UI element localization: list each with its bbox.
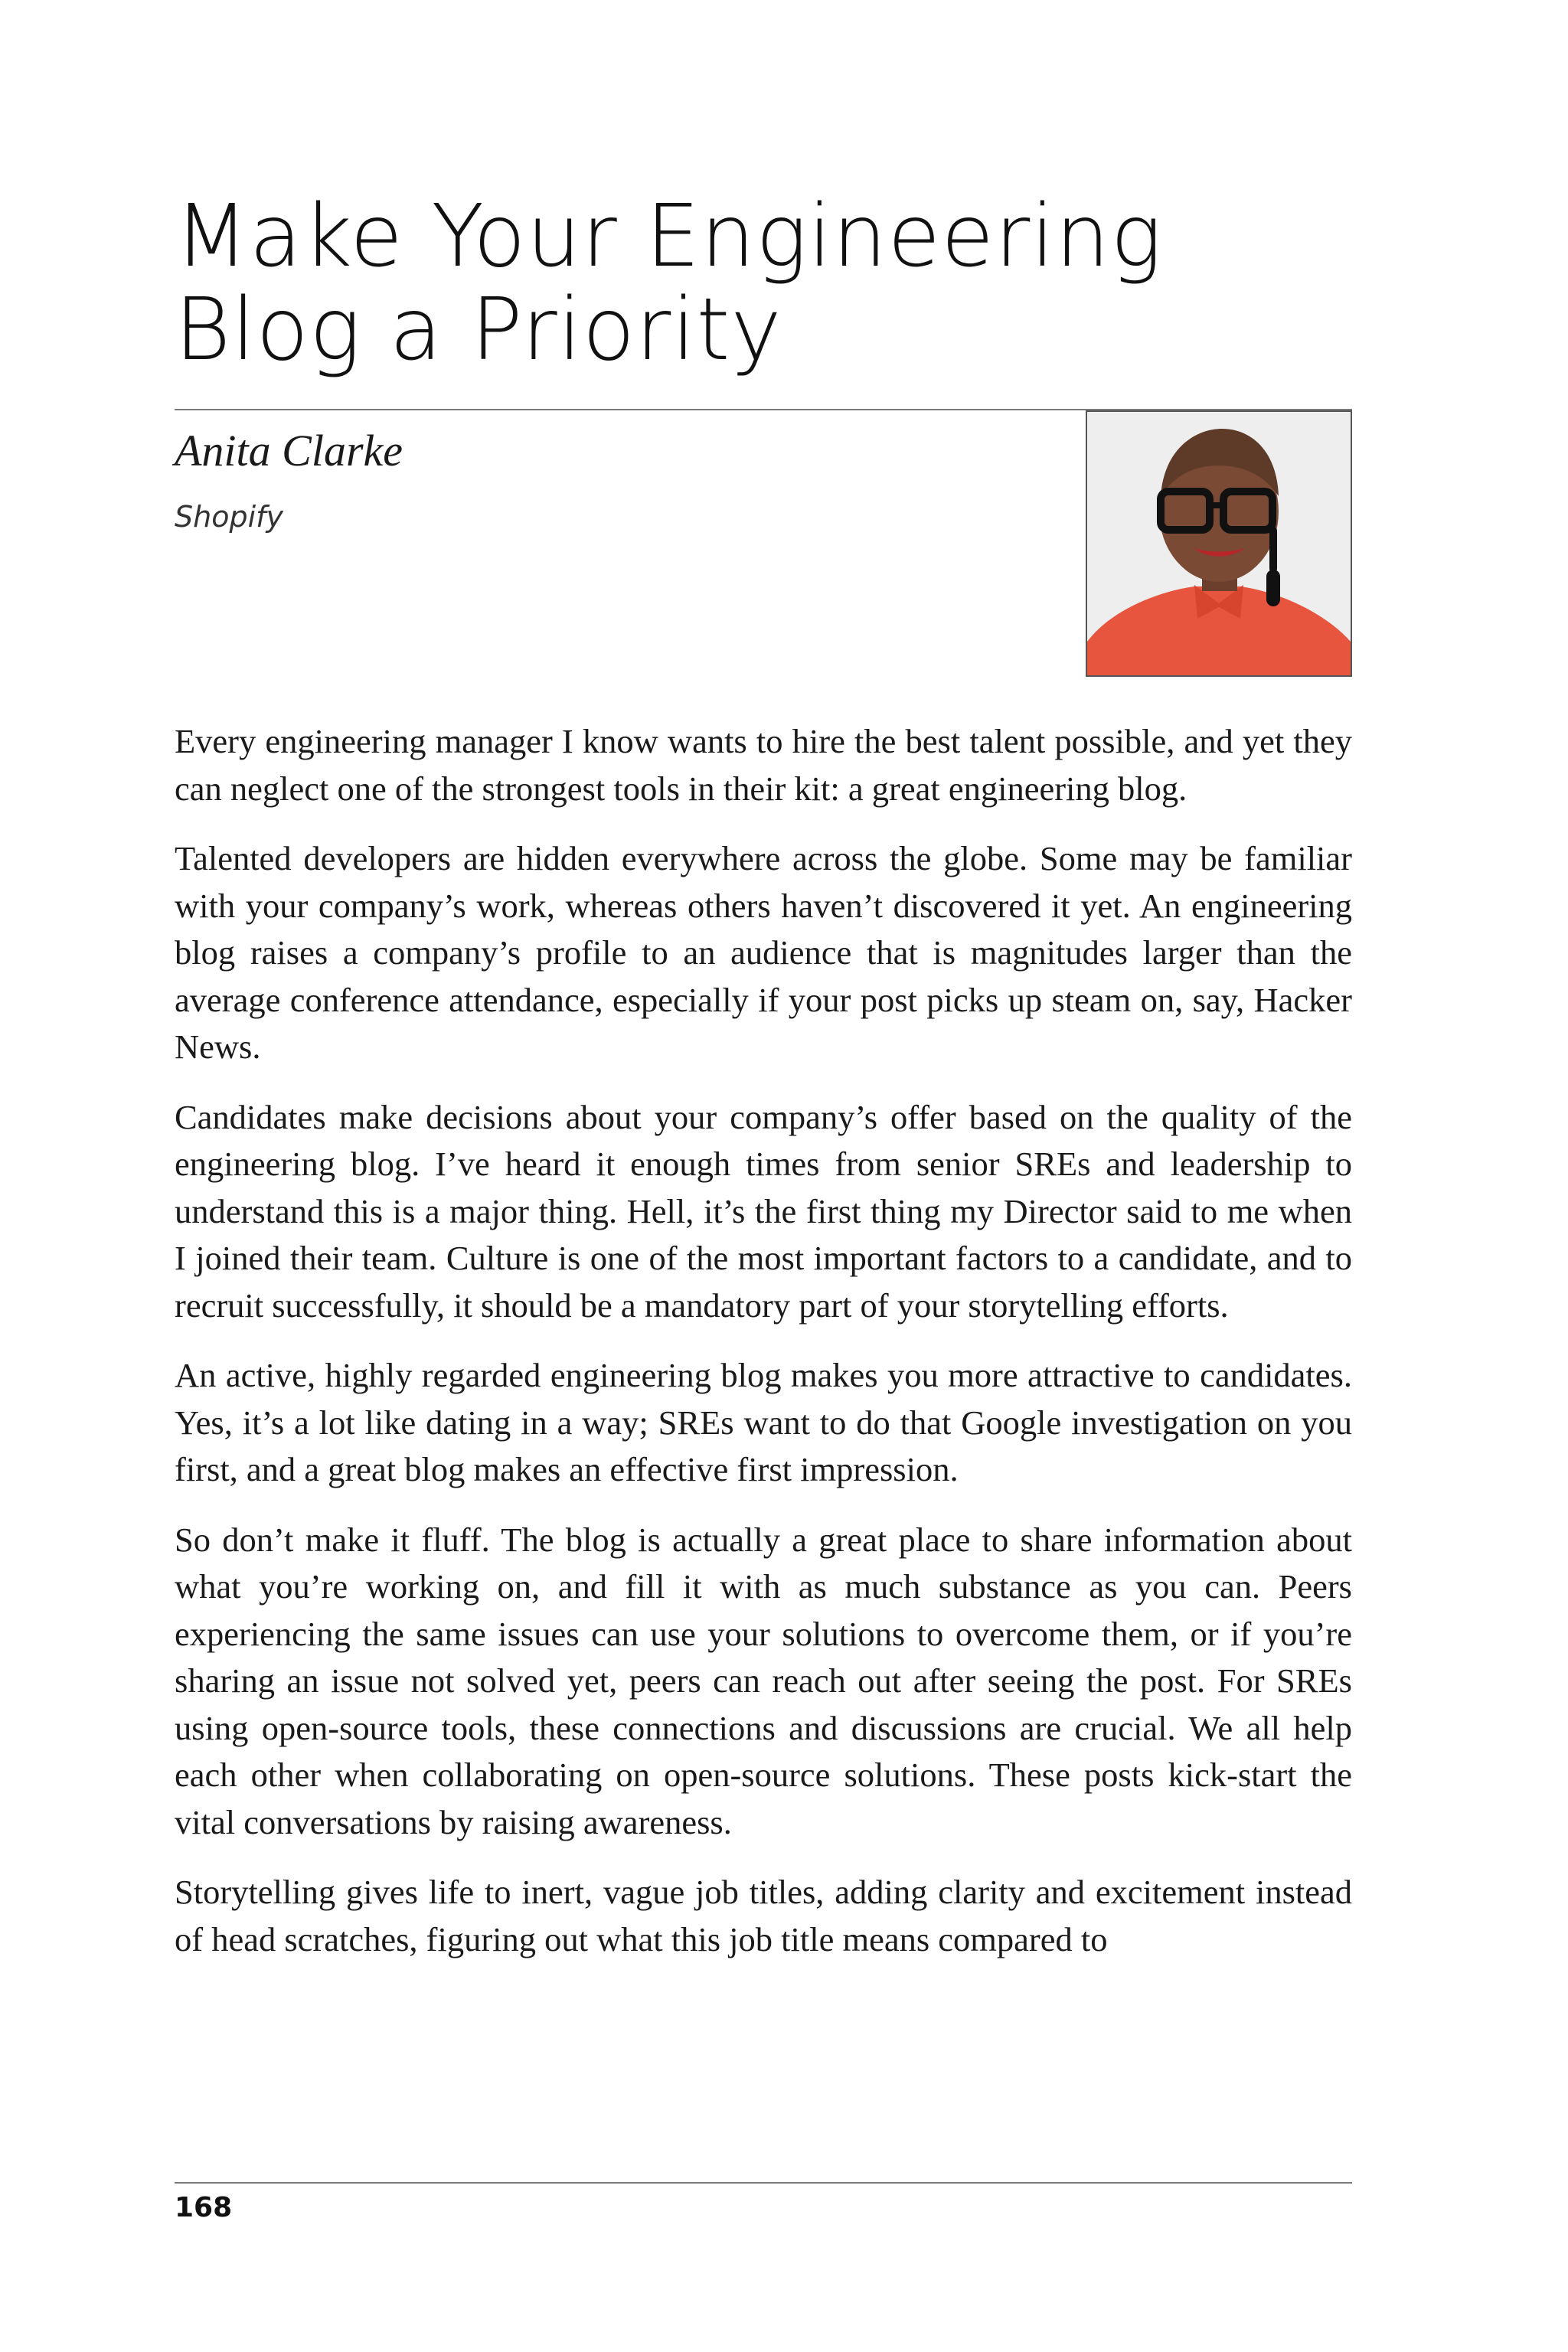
- chapter-title: [175, 187, 1352, 380]
- author-portrait-illustration: [1087, 412, 1351, 675]
- paragraph: So don’t make it fluff. The blog is actually a great place to share information about what you’re working on, and fill it with as much substance as you can. Peers experiencing the same issues can use your solutions to overcome them, or if you’re sharing an issue not solved yet, peers can reach out after seeing the post. For SREs using open-source tools, these connections and discussions are crucial. We all help each other when collaborating on open-source solutions. These posts kick-start the vital conversations by raising awareness.: [175, 1520, 1352, 1841]
- paragraph: Candidates make decisions about your company’s offer based on the quality of the engineering blog. I’ve heard it enough times from senior SREs and leadership to understand this is a major thing. Hell, it’s the first thing my Director said to me when I joined their team. Culture is one of the most important factors to a candidate, and to recruit successfully, it should be a mandatory part of your storytelling efforts.: [175, 1097, 1352, 1325]
- paragraph: An active, highly regarded engineering blog makes you more attractive to candidates. Yes, it’s a lot like dating in a way; SREs want to do that Google investigation on you first, and a great blog makes an effective first impression.: [175, 1356, 1352, 1488]
- footer-divider: [175, 2182, 1352, 2184]
- author-photo: [1086, 410, 1352, 677]
- paragraph: Storytelling gives life to inert, vague job titles, adding clarity and excitement instead of head scratches, figuring out what this job title means compared to: [175, 1873, 1352, 1958]
- paragraph: Talented developers are hidden everywhere across the globe. Some may be familiar with your company’s work, whereas others haven’t discovered it yet. An engineering blog raises a company’s profile to an audience that is magnitudes larger than the average conference attendance, especially if your post picks up steam on, say, Hacker News.: [175, 839, 1352, 1066]
- book-page: [175, 0, 1352, 2352]
- paragraph: Every engineering manager I know wants to hire the best talent possible, and yet they can neglect one of the strongest tools in their kit: a great engineering blog.: [175, 722, 1352, 808]
- page-number: 168: [175, 2192, 233, 2223]
- chapter-title-line-2: Blog a Priority: [175, 280, 782, 380]
- author-name: Anita Clarke: [175, 426, 403, 475]
- author-organization: Shopify: [175, 500, 283, 534]
- chapter-title-line-1: Make Your Engineering: [175, 187, 1163, 286]
- article-body: [175, 718, 1352, 1986]
